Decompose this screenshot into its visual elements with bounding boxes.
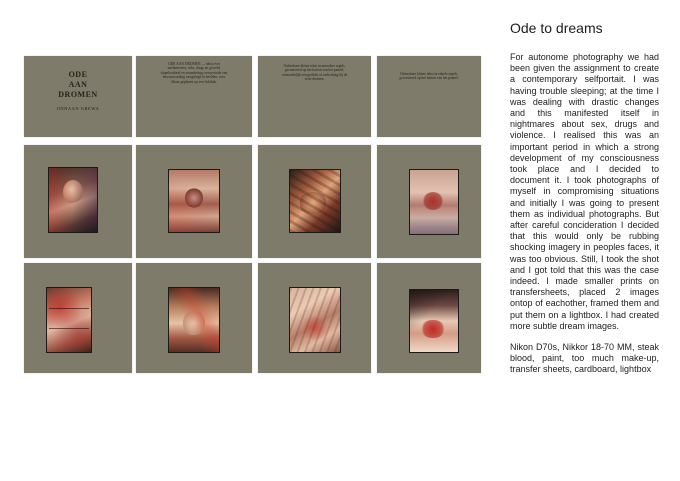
photo-panel-8 (377, 263, 481, 373)
photo-4 (409, 169, 459, 235)
text-panel-3 (377, 56, 481, 137)
photo-panel-2 (136, 145, 252, 258)
text-panel-1 (136, 56, 252, 137)
description-column (510, 20, 659, 376)
photo-panel-3 (258, 145, 371, 258)
project-description: For autonome photography we had been given the assignment to create a contemporary selfportait. I was having trouble sleeping; at the time I was dealing with drastic changes and this manifested itself in nightmares about sex, drugs and violence. I realised this was an important period in which a strong development of my consciousness took place and I decided to document it. I took photographs of myself in compromising situations and initially I was going to present them as individual photographs. But after careful concideration I decided that this would only be rubbing shocking imagery in peoples faces, it was too obvious. Still, I took the shot and I got told that this was the case indeed. I made smaller prints on transfersheets, placed 2 images ontop of eachother, framed them and put them on a lightbox. I had created more subtle dream images. (510, 52, 659, 331)
cover-subtitle: ONNAAN GREWA (56, 106, 100, 111)
photo-1 (48, 167, 98, 233)
cover-title-line2: AAN (68, 80, 88, 89)
photo-panel-7 (258, 263, 371, 373)
text-panel-3-body: Onleesbare kleine tekst in enkele regels, gecentreerd op het karton van het paneel. (399, 72, 459, 81)
page-title: Ode to dreams (510, 20, 603, 36)
cover-title-line1: ODE (68, 70, 88, 79)
cover-text (24, 70, 132, 111)
photo-panel-1 (24, 145, 132, 258)
photo-panel-5 (24, 263, 132, 373)
photo-8 (409, 289, 459, 353)
text-panel-1-body: ODE AAN DROMEN — tekst over nachtmerries, seks, drugs en geweld, slapeloosheid en verandering; een periode van bewustwording vastgelegd in beelden, over elkaar geplaatst op een lichtbak. (160, 62, 228, 84)
photo-7 (289, 287, 341, 353)
photo-2 (168, 169, 220, 233)
photo-6 (168, 287, 220, 353)
cover-title-line3: DROMEN (58, 90, 98, 99)
photo-5 (46, 287, 92, 353)
text-panel-2 (258, 56, 371, 137)
cover-panel (24, 56, 132, 137)
text-panel-2-body: Onleesbare kleine tekst in meerdere regels, gecentreerd op het karton van het paneel, vermoedelijk een gedicht of toelichting bij de serie dromen. (281, 64, 348, 82)
photo-panel-4 (377, 145, 481, 258)
photo-panel-6 (136, 263, 252, 373)
equipment-list: Nikon D70s, Nikkor 18-70 MM, steak blood, paint, too much make-up, transfer sheets, cardboard, lightbox (510, 342, 659, 375)
photo-3 (289, 169, 341, 233)
